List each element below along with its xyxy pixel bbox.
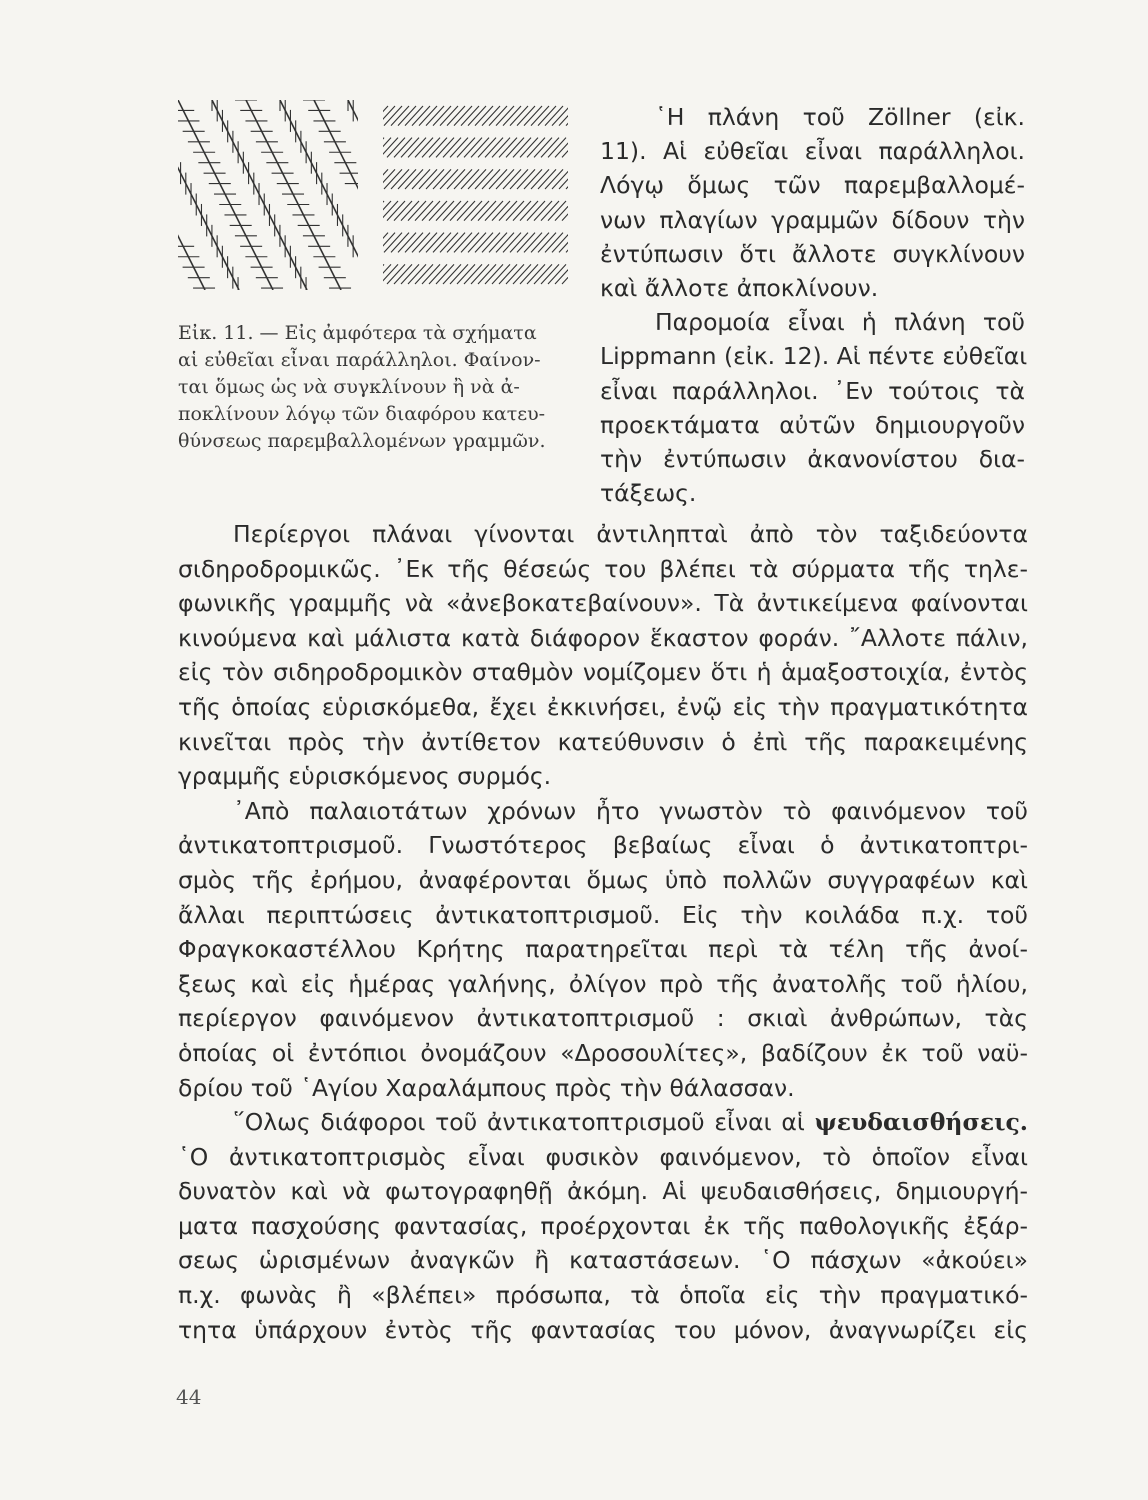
text-line: σμὸς τῆς ἐρήμου, ἀναφέρονται ὅμως ὑπὸ πολλῶν συγγραφέων καὶ bbox=[178, 865, 1028, 894]
left-pattern bbox=[178, 100, 573, 295]
text-line: τάξεως. bbox=[600, 479, 697, 508]
text-line: ματα πασχούσης φαντασίας, προέρχονται ἐκ τῆς παθολογικῆς ἐξάρ- bbox=[178, 1211, 1028, 1240]
page-number: 44 bbox=[176, 1385, 202, 1409]
body-text bbox=[178, 517, 1028, 1347]
text-line: τὴν ἐντύπωσιν ἀκανονίστου δια- bbox=[600, 445, 1025, 474]
text-line: εἰς τὸν σιδηροδρομικὸν σταθμὸν νομίζομεν ὅτι ἡ ἁμαξοστοιχία, ἐντὸς bbox=[178, 658, 1028, 687]
text-line: 11). Αἱ εὐθεῖαι εἶναι παράλληλοι. bbox=[600, 137, 1025, 166]
text-line: Λόγῳ ὅμως τῶν παρεμβαλλομέ- bbox=[600, 171, 1025, 200]
text-line: κινεῖται πρὸς τὴν ἀντίθετον κατεύθυνσιν ὁ ἐπὶ τῆς παρακειμένης bbox=[178, 727, 1028, 756]
text-line: ἐντύπωσιν ὅτι ἄλλοτε συγκλίνουν bbox=[600, 239, 1025, 268]
text-line: Φραγκοκαστέλλου Κρήτης παρατηρεῖται περὶ τὰ τέλη τῆς ἀνοί- bbox=[178, 935, 1028, 964]
text-line: δυνατὸν καὶ νὰ φωτογραφηθῇ ἀκόμη. Αἱ ψευδαισθήσεις, δημιουργή- bbox=[178, 1177, 1028, 1206]
text-line: ῾Η πλάνη τοῦ Zöllner (εἰκ. bbox=[655, 103, 1025, 131]
bold-term: ψευδαισθήσεις. bbox=[814, 1108, 1028, 1137]
text-line: ἀντικατοπτρισμοῦ. Γνωστότερος βεβαίως εἶναι ὁ ἀντικατοπτρι- bbox=[178, 831, 1028, 860]
text-line: τητα ὑπάρχουν ἐντὸς τῆς φαντασίας του μόνον, ἀναγνωρίζει εἰς bbox=[178, 1315, 1028, 1344]
figure-caption bbox=[178, 320, 573, 455]
text-line: σιδηροδρομικῶς. ᾿Εκ τῆς θέσεώς του βλέπει τὰ σύρματα τῆς τηλε- bbox=[178, 554, 1028, 583]
text-line: Περίεργοι πλάναι γίνονται ἀντιληπταὶ ἀπὸ τὸν ταξιδεύοντα bbox=[233, 520, 1028, 548]
text-line: γραμμῆς εὑρισκόμενος συρμός. bbox=[178, 762, 552, 791]
text-line: Παρομοία εἶναι ἡ πλάνη τοῦ bbox=[655, 308, 1025, 337]
text-line: σεως ὡρισμένων ἀναγκῶν ἢ καταστάσεων. ῾Ο πάσχων «ἀκούει» bbox=[178, 1246, 1028, 1275]
text-segment: ῞Ολως διάφοροι τοῦ ἀντικατοπτρισμοῦ εἶναι αἱ bbox=[233, 1108, 805, 1137]
text-line: τῆς ὁποίας εὑρισκόμεθα, ἔχει ἐκκινήσει, ἐνῷ εἰς τὴν πραγματικότητα bbox=[178, 692, 1028, 721]
text-line: κινούμενα καὶ μάλιστα κατὰ διάφορον ἕκαστον φοράν. ῎Αλλοτε πάλιν, bbox=[178, 623, 1028, 652]
text-line: περίεργον φαινόμενον ἀντικατοπτρισμοῦ : σκιαὶ ἀνθρώπων, τὰς bbox=[178, 1004, 1028, 1033]
caption-line: Εἰκ. 11. — Εἰς ἀμφότερα τὰ σχήματα bbox=[178, 322, 537, 344]
text-line: νων πλαγίων γραμμῶν δίδουν τὴν bbox=[600, 205, 1025, 234]
text-line: προεκτάματα αὐτῶν δημιουργοῦν bbox=[600, 410, 1025, 439]
text-line: δρίου τοῦ ῾Αγίου Χαραλάμπους πρὸς τὴν θάλασσαν. bbox=[178, 1073, 795, 1102]
text-line: ᾿Απὸ παλαιοτάτων χρόνων ἦτο γνωστὸν τὸ φαινόμενον τοῦ bbox=[233, 796, 1028, 825]
right-column-text bbox=[600, 100, 1028, 510]
caption-line: ται ὅμως ὡς νὰ συγκλίνουν ἢ νὰ ἀ- bbox=[178, 376, 520, 398]
text-line: εἶναι παράλληλοι. ᾿Εν τούτοις τὰ bbox=[600, 376, 1025, 405]
text-line: φωνικῆς γραμμῆς νὰ «ἀνεβοκατεβαίνουν». Τὰ ἀντικείμενα φαίνονται bbox=[178, 589, 1028, 618]
caption-line: θύνσεως παρεμβαλλομένων γραμμῶν. bbox=[178, 430, 546, 452]
text-line: π.χ. φωνὰς ἢ «βλέπει» πρόσωπα, τὰ ὁποῖα εἰς τὴν πραγματικό- bbox=[178, 1281, 1028, 1310]
caption-line: ποκλίνουν λόγῳ τῶν διαφόρου κατευ- bbox=[178, 403, 546, 425]
text-line: ξεως καὶ εἰς ἡμέρας γαλήνης, ὀλίγον πρὸ τῆς ἀνατολῆς τοῦ ἡλίου, bbox=[178, 969, 1028, 998]
text-line bbox=[178, 1105, 1028, 1140]
text-line: ὁποίας οἱ ἐντόπιοι ὀνομάζουν «Δροσουλίτες», βαδίζουν ἐκ τοῦ ναϋ- bbox=[178, 1038, 1028, 1067]
zollner-illusion-figure bbox=[178, 100, 573, 295]
text-line: Lippmann (εἰκ. 12). Αἱ πέντε εὐθεῖαι bbox=[600, 342, 1028, 371]
text-line: ἄλλαι περιπτώσεις ἀντικατοπτρισμοῦ. Εἰς τὴν κοιλάδα π.χ. τοῦ bbox=[178, 900, 1028, 929]
text-line: καὶ ἄλλοτε ἀποκλίνουν. bbox=[600, 274, 879, 303]
caption-line: αἱ εὐθεῖαι εἶναι παράλληλοι. Φαίνον- bbox=[178, 349, 541, 371]
right-pattern bbox=[345, 106, 573, 284]
text-line: ῾Ο ἀντικατοπτρισμὸς εἶναι φυσικὸν φαινόμενον, τὸ ὁποῖον εἶναι bbox=[178, 1142, 1028, 1171]
